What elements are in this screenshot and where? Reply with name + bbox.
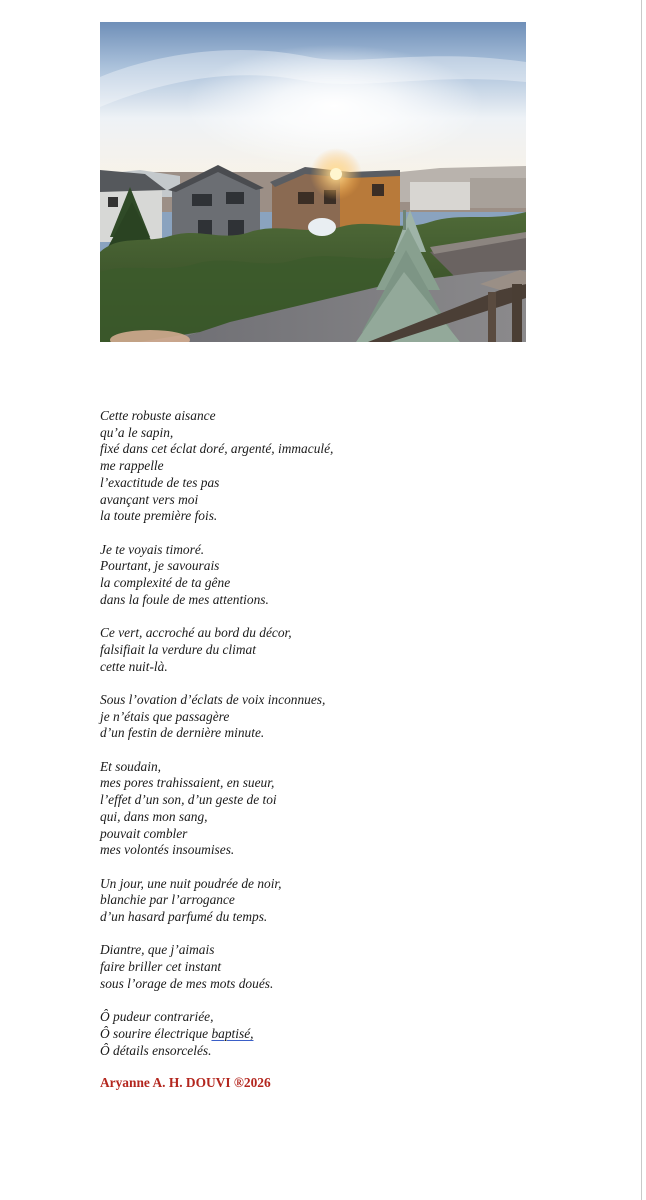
- stanza-4: [100, 692, 540, 742]
- poem-line: avançant vers moi: [100, 491, 199, 507]
- poem-line: Ô pudeur contrariée,: [100, 1009, 214, 1025]
- poem: [100, 408, 540, 1076]
- poem-line: fixé dans cet éclat doré, argenté, immaculé,: [100, 441, 334, 457]
- poem-line: la complexité de ta gêne: [100, 575, 231, 591]
- poem-line: qu’a le sapin,: [100, 424, 174, 440]
- poem-line: [100, 1026, 540, 1043]
- poem-line: qui, dans mon sang,: [100, 808, 208, 824]
- poem-line: Ce vert, accroché au bord du décor,: [100, 625, 292, 641]
- poem-line: cette nuit-là.: [100, 658, 168, 674]
- stanza-8: [100, 1009, 540, 1059]
- poem-line: Un jour, une nuit poudrée de noir,: [100, 875, 282, 891]
- poem-line: d’un festin de dernière minute.: [100, 725, 265, 741]
- poem-line: l’exactitude de tes pas: [100, 474, 220, 490]
- stanza-2: [100, 542, 540, 609]
- page-edge-divider: [641, 0, 642, 1200]
- poem-line-text: Ô sourire électrique: [100, 1025, 209, 1041]
- poem-line: Et soudain,: [100, 758, 162, 774]
- poem-line: Je te voyais timoré.: [100, 541, 205, 557]
- poem-line: l’effet d’un son, d’un geste de toi: [100, 792, 277, 808]
- poem-line: Sous l’ovation d’éclats de voix inconnues,: [100, 691, 326, 707]
- poem-line: dans la foule de mes attentions.: [100, 591, 269, 607]
- poem-line: mes volontés insoumises.: [100, 842, 235, 858]
- poem-line: la toute première fois.: [100, 508, 218, 524]
- poem-line: pouvait combler: [100, 825, 188, 841]
- spellcheck-underlined-word: baptisé,: [211, 1025, 254, 1041]
- poem-line: falsifiait la verdure du climat: [100, 641, 256, 657]
- poem-line: faire briller cet instant: [100, 959, 222, 975]
- stanza-7: [100, 942, 540, 992]
- poem-line: Cette robuste aisance: [100, 408, 216, 423]
- poem-line: mes pores trahissaient, en sueur,: [100, 775, 275, 791]
- stanza-3: [100, 625, 540, 675]
- stanza-5: [100, 759, 540, 859]
- poem-line: Diantre, que j’aimais: [100, 942, 215, 958]
- sunset-neighborhood-photo: [100, 22, 526, 342]
- stanza-6: [100, 876, 540, 926]
- poem-line: Pourtant, je savourais: [100, 558, 220, 574]
- poem-line: je n’étais que passagère: [100, 708, 230, 724]
- poem-line: sous l’orage de mes mots doués.: [100, 975, 274, 991]
- poem-line: Ô détails ensorcelés.: [100, 1042, 212, 1058]
- author-signature: Aryanne A. H. DOUVI ®2026: [100, 1075, 271, 1090]
- poem-line: d’un hasard parfumé du temps.: [100, 909, 268, 925]
- poem-line: blanchie par l’arrogance: [100, 892, 235, 908]
- poem-line: me rappelle: [100, 458, 164, 474]
- stanza-1: [100, 408, 540, 525]
